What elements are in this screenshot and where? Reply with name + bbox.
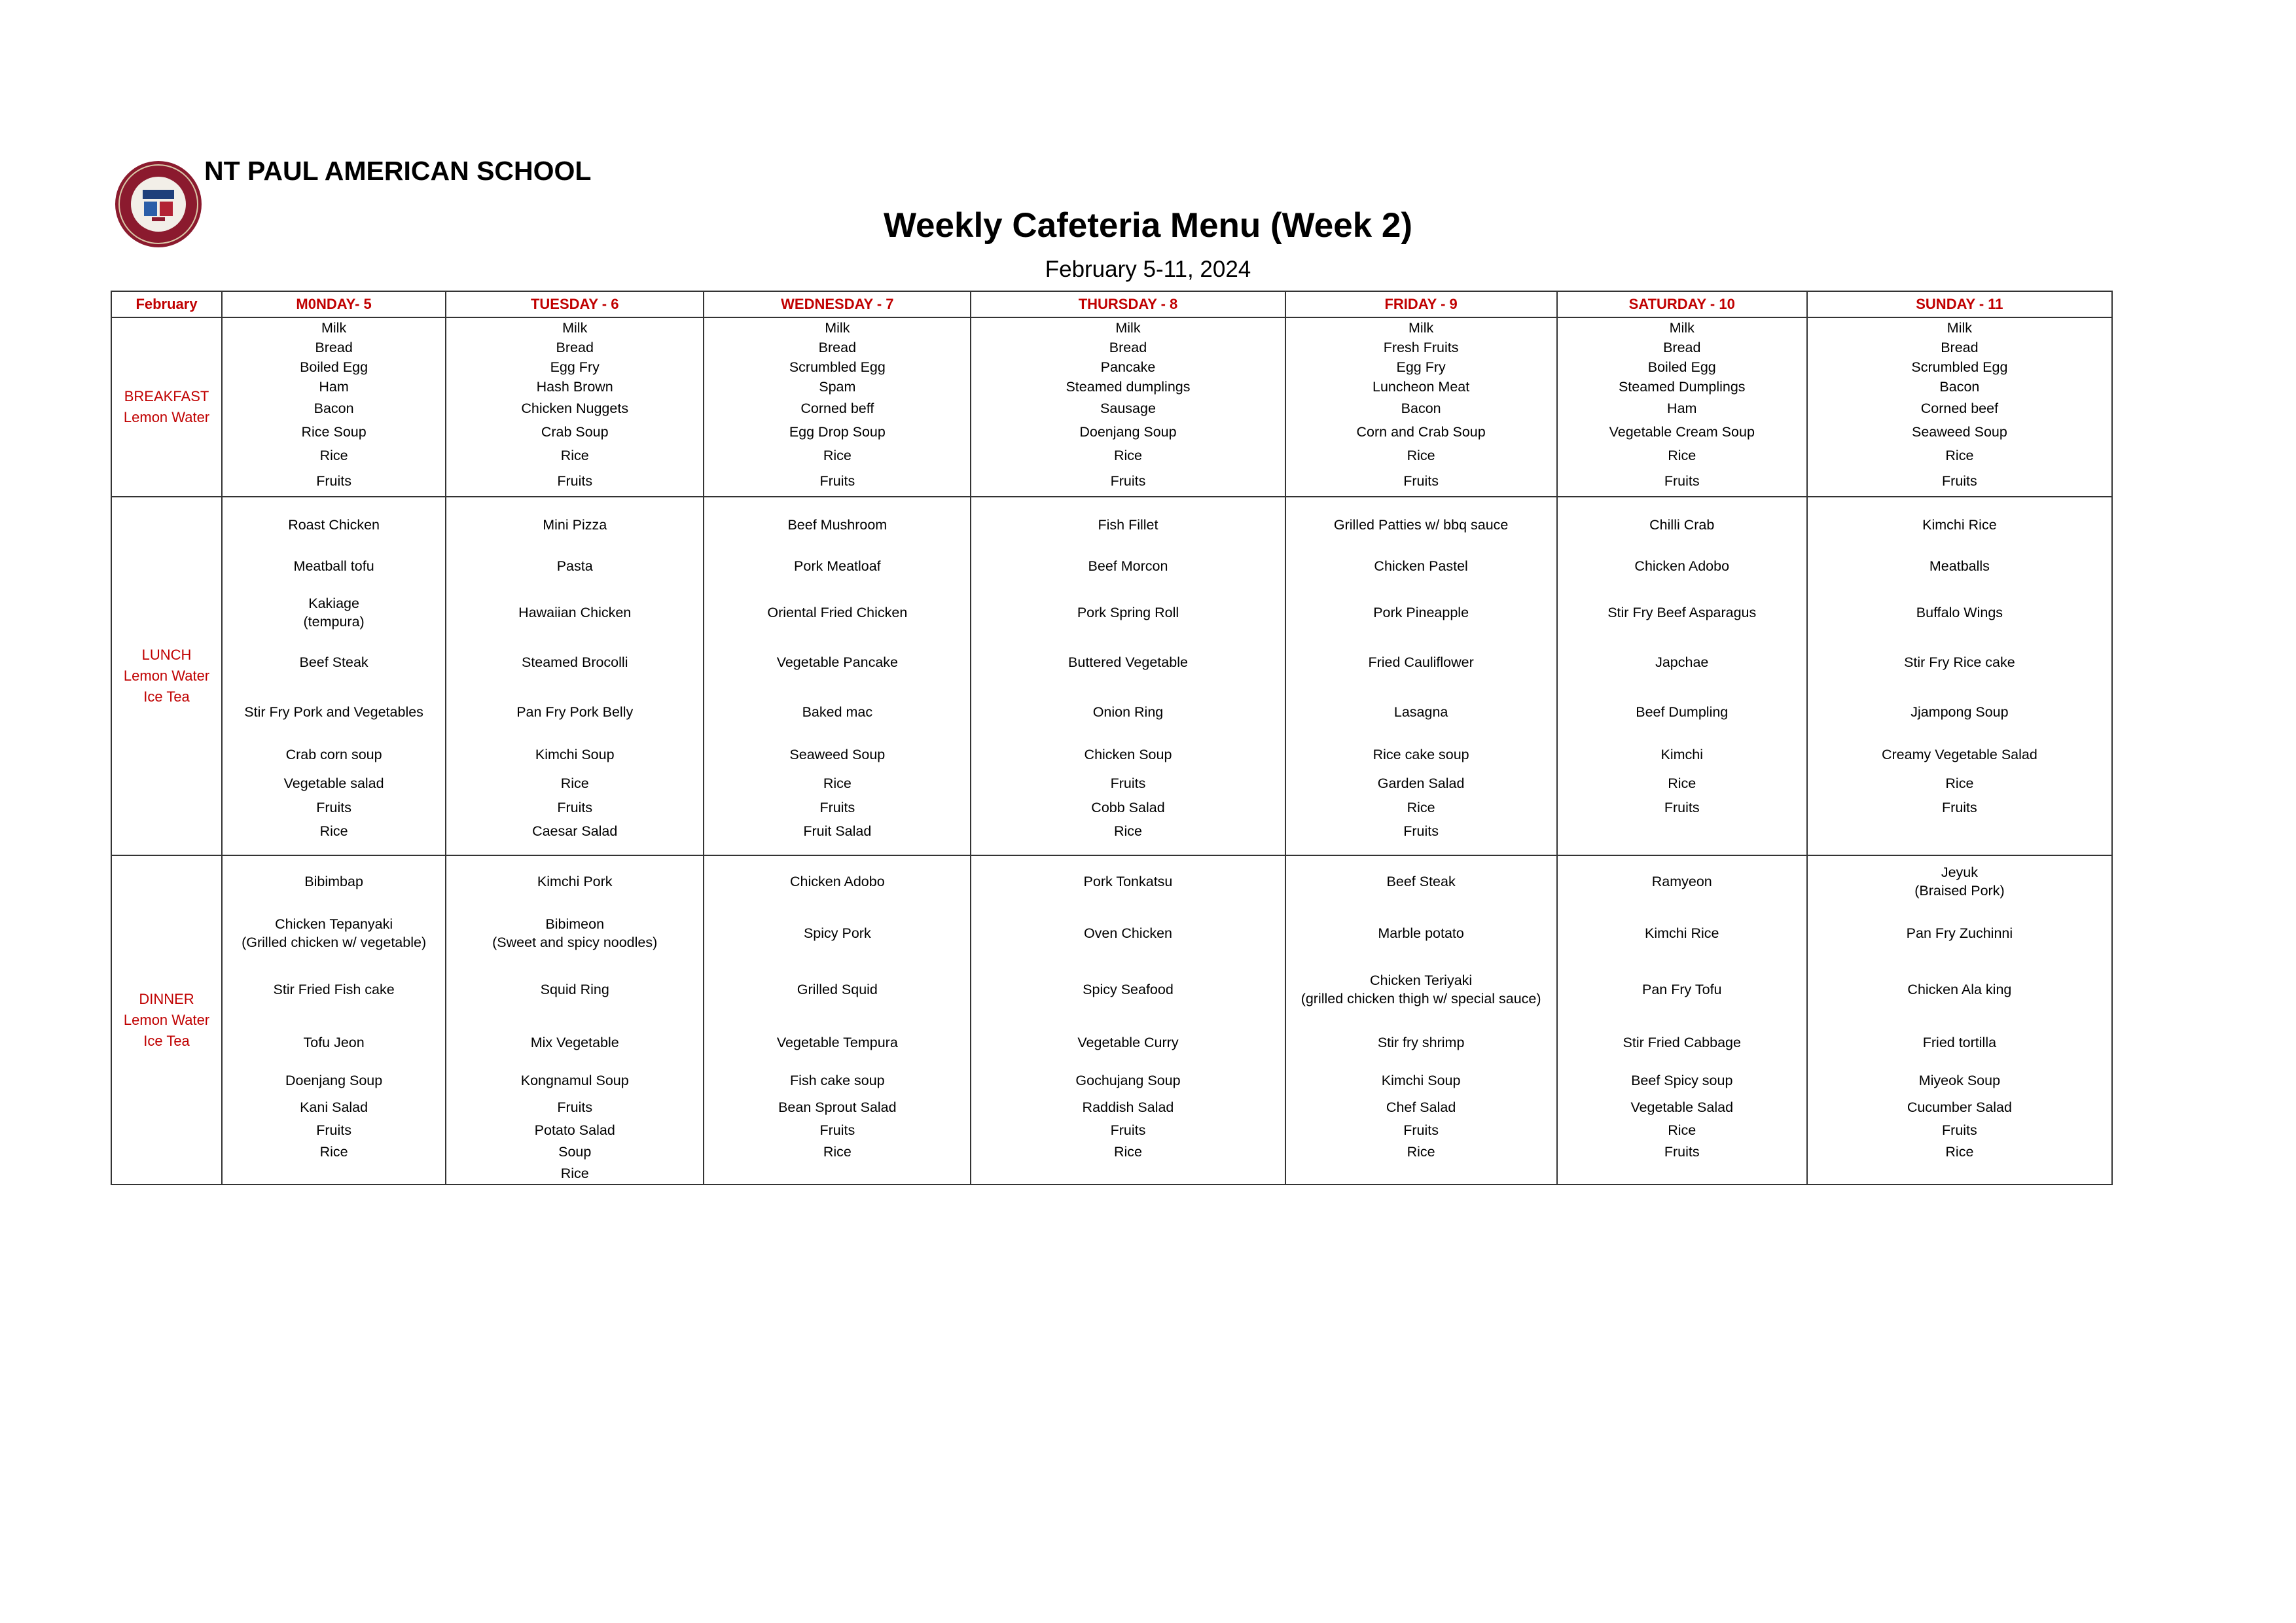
menu-item: Stir Fried Cabbage xyxy=(1623,1035,1741,1050)
menu-item: Seaweed Soup xyxy=(789,747,886,762)
menu-item: Fruit Salad xyxy=(803,823,872,839)
menu-item: Kimchi Rice xyxy=(1922,517,1997,533)
menu-item: Rice xyxy=(823,448,852,463)
menu-item: Fruits xyxy=(316,473,351,489)
breakfast-cell xyxy=(971,317,1285,497)
menu-item: Fresh Fruits xyxy=(1383,340,1459,355)
menu-item: Luncheon Meat xyxy=(1372,379,1470,395)
menu-item: Fish cake soup xyxy=(790,1073,885,1088)
menu-item: Fruits xyxy=(1942,473,1977,489)
table-header-row xyxy=(111,291,2112,317)
menu-item: Scrumbled Egg xyxy=(1911,359,2008,375)
menu-item-list xyxy=(1286,318,1556,495)
menu-item: Vegetable Tempura xyxy=(776,1035,898,1050)
day-header-friday: FRIDAY - 9 xyxy=(1285,291,1557,317)
menu-item-list xyxy=(223,318,445,495)
menu-item-list xyxy=(223,497,445,843)
menu-item-list xyxy=(1808,856,2111,1184)
menu-item: Lasagna xyxy=(1393,704,1448,720)
menu-item: Fruits xyxy=(1942,1122,1977,1138)
menu-item: Fruits xyxy=(819,1122,855,1138)
dinner-cell xyxy=(971,855,1285,1185)
menu-item: Kimchi xyxy=(1660,747,1703,762)
menu-item: Bean Sprout Salad xyxy=(778,1099,897,1115)
menu-item: Buffalo Wings xyxy=(1916,605,2003,620)
menu-item: Fruits xyxy=(557,473,593,489)
menu-item: Seaweed Soup xyxy=(1911,424,2007,440)
menu-item-list xyxy=(704,318,970,495)
menu-item: Beef Spicy soup xyxy=(1631,1073,1733,1088)
menu-item: Fruits xyxy=(1664,473,1700,489)
dinner-cell xyxy=(1807,855,2112,1185)
menu-item: Rice xyxy=(1407,800,1435,815)
menu-item: Rice xyxy=(560,1165,589,1181)
menu-item: Chilli Crab xyxy=(1649,517,1715,533)
lunch-cell xyxy=(704,497,971,855)
menu-item-list xyxy=(1558,318,1806,495)
menu-item: Rice xyxy=(823,776,852,791)
menu-item: Bread xyxy=(315,340,353,355)
menu-item: Grilled Patties w/ bbq sauce xyxy=(1333,517,1509,533)
menu-item: Fruits xyxy=(1110,473,1146,489)
menu-item: Rice xyxy=(1668,448,1696,463)
menu-item: Fish Fillet xyxy=(1098,517,1158,533)
menu-item: Fruits xyxy=(1110,776,1146,791)
breakfast-cell xyxy=(446,317,704,497)
menu-item-list xyxy=(1808,497,2111,843)
menu-item: Chicken Soup xyxy=(1084,747,1172,762)
menu-item: Ramyeon xyxy=(1651,874,1712,889)
menu-item: Fruits xyxy=(1403,823,1439,839)
lunch-cell xyxy=(971,497,1285,855)
menu-item: Bread xyxy=(1941,340,1979,355)
menu-item: Boiled Egg xyxy=(1647,359,1716,375)
drink-label: Lemon Water xyxy=(123,1011,210,1028)
menu-item: Pork Tonkatsu xyxy=(1083,874,1173,889)
breakfast-cell xyxy=(1557,317,1807,497)
menu-item: Sausage xyxy=(1100,401,1156,416)
menu-item: Milk xyxy=(1669,320,1695,336)
menu-item: Bread xyxy=(556,340,594,355)
menu-item: Beef Steak xyxy=(1386,874,1456,889)
menu-item: Rice xyxy=(560,776,589,791)
menu-item-list xyxy=(446,318,703,495)
menu-item: Fruits xyxy=(1403,473,1439,489)
menu-item: Pork Spring Roll xyxy=(1077,605,1179,620)
menu-item: Beef Steak xyxy=(299,654,368,670)
menu-item: Doenjang Soup xyxy=(285,1073,383,1088)
menu-item: Corn and Crab Soup xyxy=(1356,424,1486,440)
menu-item: Egg Fry xyxy=(1396,359,1446,375)
dinner-row xyxy=(111,855,2112,1185)
menu-item: Rice xyxy=(1113,823,1142,839)
menu-item: Stir Fry Pork and Vegetables xyxy=(244,704,423,720)
menu-item: Oriental Fried Chicken xyxy=(767,605,908,620)
breakfast-label-cell xyxy=(111,317,222,497)
menu-item: Fried tortilla xyxy=(1922,1035,1997,1050)
dinner-cell xyxy=(704,855,971,1185)
menu-item: Raddish Salad xyxy=(1082,1099,1174,1115)
menu-item: Pork Pineapple xyxy=(1373,605,1469,620)
menu-item: Milk xyxy=(562,320,588,336)
menu-item: Mini Pizza xyxy=(543,517,607,533)
menu-item-list xyxy=(223,856,445,1184)
menu-item: Chef Salad xyxy=(1386,1099,1456,1115)
menu-item: Kongnamul Soup xyxy=(520,1073,629,1088)
menu-item: Bread xyxy=(1663,340,1701,355)
menu-item: Stir Fry Rice cake xyxy=(1904,654,2015,670)
lunch-cell xyxy=(1807,497,2112,855)
menu-item: Oven Chicken xyxy=(1083,925,1172,941)
menu-item: Onion Ring xyxy=(1092,704,1164,720)
menu-item: Bacon xyxy=(1939,379,1980,395)
menu-item-list xyxy=(1286,497,1556,843)
menu-item: Egg Fry xyxy=(550,359,600,375)
menu-item: Bibimbap xyxy=(304,874,363,889)
menu-item: Corned beff xyxy=(800,401,874,416)
menu-item: Stir Fry Beef Asparagus xyxy=(1607,605,1757,620)
menu-item: Squid Ring xyxy=(540,982,609,997)
menu-item-list xyxy=(971,318,1284,495)
menu-item: Fruits xyxy=(819,800,855,815)
menu-item: Pancake xyxy=(1100,359,1156,375)
menu-item: Kimchi Rice xyxy=(1645,925,1719,941)
menu-item: Doenjang Soup xyxy=(1079,424,1177,440)
menu-item-list xyxy=(446,497,703,843)
menu-item-list xyxy=(1808,318,2111,495)
lunch-cell xyxy=(1557,497,1807,855)
menu-item: Spicy Pork xyxy=(803,925,871,941)
menu-item: Jjampong Soup xyxy=(1910,704,2009,720)
dinner-cell xyxy=(446,855,704,1185)
menu-item-list xyxy=(1558,856,1806,1184)
menu-item: Rice xyxy=(319,448,348,463)
month-header: February xyxy=(111,291,222,317)
dinner-cell xyxy=(1285,855,1557,1185)
menu-item: Chicken Nuggets xyxy=(521,401,629,416)
menu-item-list xyxy=(1286,856,1556,1184)
page-title: Weekly Cafeteria Menu (Week 2) xyxy=(883,206,1413,245)
menu-item: Fruits xyxy=(1664,1143,1700,1160)
menu-item: Kani Salad xyxy=(300,1099,368,1115)
menu-item: Fruits xyxy=(557,800,593,815)
menu-item: Garden Salad xyxy=(1377,776,1465,791)
lunch-cell xyxy=(446,497,704,855)
menu-item xyxy=(223,1162,445,1184)
menu-item: Stir fry shrimp xyxy=(1377,1035,1465,1050)
menu-item: Fruits xyxy=(316,800,351,815)
menu-item: Fruits xyxy=(316,1122,351,1138)
drink-label: Lemon Water xyxy=(123,409,210,425)
menu-item: Steamed dumplings xyxy=(1066,379,1191,395)
menu-item: Beef Mushroom xyxy=(787,517,888,533)
menu-item: Japchae xyxy=(1655,654,1709,670)
breakfast-cell xyxy=(1807,317,2112,497)
breakfast-row xyxy=(111,317,2112,497)
menu-item: Rice xyxy=(560,448,589,463)
menu-item: Hash Brown xyxy=(536,379,613,395)
menu-item: Hawaiian Chicken xyxy=(518,605,632,620)
menu-item: Rice xyxy=(1945,448,1974,463)
menu-item: Vegetable Pancake xyxy=(776,654,898,670)
menu-item: Fruits xyxy=(819,473,855,489)
menu-item: Caesar Salad xyxy=(532,823,618,839)
menu-item: Kimchi Soup xyxy=(535,747,615,762)
lunch-label-cell xyxy=(111,497,222,855)
menu-item: Roast Chicken xyxy=(288,517,380,533)
menu-item xyxy=(1558,1162,1806,1184)
breakfast-cell xyxy=(704,317,971,497)
menu-item: Scrumbled Egg xyxy=(789,359,886,375)
menu-item: Crab Soup xyxy=(541,424,609,440)
menu-item: Milk xyxy=(1115,320,1141,336)
drink-label: Lemon Water xyxy=(123,668,210,684)
menu-item: Baked mac xyxy=(802,704,873,720)
school-name: NT PAUL AMERICAN SCHOOL xyxy=(204,156,592,186)
meal-label: DINNER xyxy=(139,990,194,1007)
menu-item xyxy=(1558,819,1806,843)
menu-item: Cucumber Salad xyxy=(1907,1099,2012,1115)
menu-item-list xyxy=(704,497,970,843)
menu-item xyxy=(971,1162,1284,1184)
menu-item: Kimchi Soup xyxy=(1381,1073,1461,1088)
day-header-saturday: SATURDAY - 10 xyxy=(1557,291,1807,317)
menu-item: Rice xyxy=(823,1143,852,1160)
menu-item: Steamed Dumplings xyxy=(1618,379,1746,395)
menu-item: Grilled Squid xyxy=(797,982,878,997)
menu-item: Pan Fry Pork Belly xyxy=(516,704,634,720)
menu-item: Fruits xyxy=(1664,800,1700,815)
meal-label: LUNCH xyxy=(141,647,192,663)
menu-item: Tofu Jeon xyxy=(303,1035,365,1050)
menu-item-list xyxy=(1558,497,1806,843)
menu-item: Pasta xyxy=(556,558,593,574)
menu-item: Rice xyxy=(1113,448,1142,463)
menu-item: Rice xyxy=(1945,776,1974,791)
menu-item: Meatball tofu xyxy=(293,558,374,574)
menu-item: Chicken Teriyaki (grilled chicken thigh w/ special sauce) xyxy=(1300,972,1541,1007)
menu-item: Spam xyxy=(819,379,856,395)
menu-item: Bacon xyxy=(314,401,354,416)
day-header-monday: M0NDAY- 5 xyxy=(222,291,446,317)
menu-item: Rice xyxy=(1113,1143,1142,1160)
menu-item: Bread xyxy=(818,340,857,355)
menu-item: Fruits xyxy=(1942,800,1977,815)
day-header-sunday: SUNDAY - 11 xyxy=(1807,291,2112,317)
menu-item: Chicken Adobo xyxy=(790,874,885,889)
menu-item: Rice xyxy=(319,823,348,839)
menu-item: Egg Drop Soup xyxy=(789,424,886,440)
menu-item: Rice xyxy=(1668,1122,1696,1138)
menu-item: Pan Fry Zuchinni xyxy=(1906,925,2013,941)
menu-item: Fruits xyxy=(557,1099,593,1115)
menu-item: Potato Salad xyxy=(534,1122,615,1138)
menu-item-list xyxy=(704,856,970,1184)
day-header-wednesday: WEDNESDAY - 7 xyxy=(704,291,971,317)
menu-item: Milk xyxy=(825,320,850,336)
menu-item-list xyxy=(971,856,1284,1184)
menu-item: Fried Cauliflower xyxy=(1368,654,1474,670)
menu-item: Meatballs xyxy=(1929,558,1990,574)
dinner-cell xyxy=(222,855,446,1185)
menu-item: Chicken Ala king xyxy=(1907,982,2012,997)
menu-table xyxy=(111,291,2113,1185)
menu-item: Gochujang Soup xyxy=(1075,1073,1181,1088)
menu-item: Fruits xyxy=(1110,1122,1146,1138)
menu-item: Vegetable Curry xyxy=(1077,1035,1179,1050)
menu-item xyxy=(1808,819,2111,843)
menu-item: Stir Fried Fish cake xyxy=(273,982,395,997)
menu-item-list xyxy=(446,856,703,1184)
menu-item: Marble potato xyxy=(1378,925,1464,941)
menu-item xyxy=(1286,1162,1556,1184)
menu-item: Beef Dumpling xyxy=(1636,704,1729,720)
menu-item: Ham xyxy=(1667,401,1697,416)
menu-item: Milk xyxy=(1946,320,1973,336)
lunch-cell xyxy=(222,497,446,855)
menu-item: Boiled Egg xyxy=(300,359,368,375)
menu-item: Chicken Tepanyaki (Grilled chicken w/ vegetable) xyxy=(242,916,427,950)
menu-item: Beef Morcon xyxy=(1088,558,1168,574)
menu-item: Cobb Salad xyxy=(1091,800,1165,815)
menu-item: Miyeok Soup xyxy=(1918,1073,2001,1088)
menu-item: Rice xyxy=(1945,1143,1974,1160)
menu-item: Chicken Adobo xyxy=(1634,558,1730,574)
menu-item: Milk xyxy=(1408,320,1434,336)
menu-item xyxy=(1808,1162,2111,1184)
menu-item: Milk xyxy=(321,320,347,336)
dinner-cell xyxy=(1557,855,1807,1185)
menu-item: Kimchi Pork xyxy=(537,874,613,889)
menu-item: Rice xyxy=(1407,1143,1435,1160)
drink-label: Ice Tea xyxy=(143,1032,190,1049)
menu-item: Rice xyxy=(319,1143,348,1160)
breakfast-cell xyxy=(1285,317,1557,497)
drink-label: Ice Tea xyxy=(143,688,190,705)
menu-item: Jeyuk (Braised Pork) xyxy=(1914,865,2005,899)
menu-item: Ham xyxy=(319,379,349,395)
menu-item: Creamy Vegetable Salad xyxy=(1881,747,2037,762)
menu-item: Steamed Brocolli xyxy=(521,654,628,670)
menu-item: Vegetable Cream Soup xyxy=(1609,424,1755,440)
menu-item: Bread xyxy=(1109,340,1147,355)
menu-item: Bibimeon (Sweet and spicy noodles) xyxy=(492,916,658,950)
menu-item: Crab corn soup xyxy=(285,747,382,762)
menu-item: Chicken Pastel xyxy=(1374,558,1468,574)
menu-item: Bacon xyxy=(1401,401,1441,416)
day-header-thursday: THURSDAY - 8 xyxy=(971,291,1285,317)
menu-item: Vegetable salad xyxy=(283,776,384,791)
menu-item: Pork Meatloaf xyxy=(794,558,881,574)
menu-item-list xyxy=(971,497,1284,843)
menu-item: Spicy Seafood xyxy=(1083,982,1174,997)
lunch-cell xyxy=(1285,497,1557,855)
menu-item: Corned beef xyxy=(1920,401,1999,416)
menu-item: Rice xyxy=(1668,776,1696,791)
menu-item: Pan Fry Tofu xyxy=(1642,982,1722,997)
meal-label: BREAKFAST xyxy=(124,388,209,404)
menu-item xyxy=(704,1162,970,1184)
breakfast-cell xyxy=(222,317,446,497)
date-range: February 5-11, 2024 xyxy=(1045,257,1251,282)
menu-item: Soup xyxy=(558,1143,592,1160)
lunch-row xyxy=(111,497,2112,855)
menu-item: Kakiage (tempura) xyxy=(303,596,365,630)
menu-item: Rice cake soup xyxy=(1372,747,1469,762)
menu-item: Mix Vegetable xyxy=(530,1035,619,1050)
menu-item: Fruits xyxy=(1403,1122,1439,1138)
menu-item: Vegetable Salad xyxy=(1630,1099,1734,1115)
menu-item: Rice Soup xyxy=(301,424,367,440)
dinner-label-cell xyxy=(111,855,222,1185)
menu-item: Buttered Vegetable xyxy=(1068,654,1188,670)
menu-item: Rice xyxy=(1407,448,1435,463)
day-header-tuesday: TUESDAY - 6 xyxy=(446,291,704,317)
